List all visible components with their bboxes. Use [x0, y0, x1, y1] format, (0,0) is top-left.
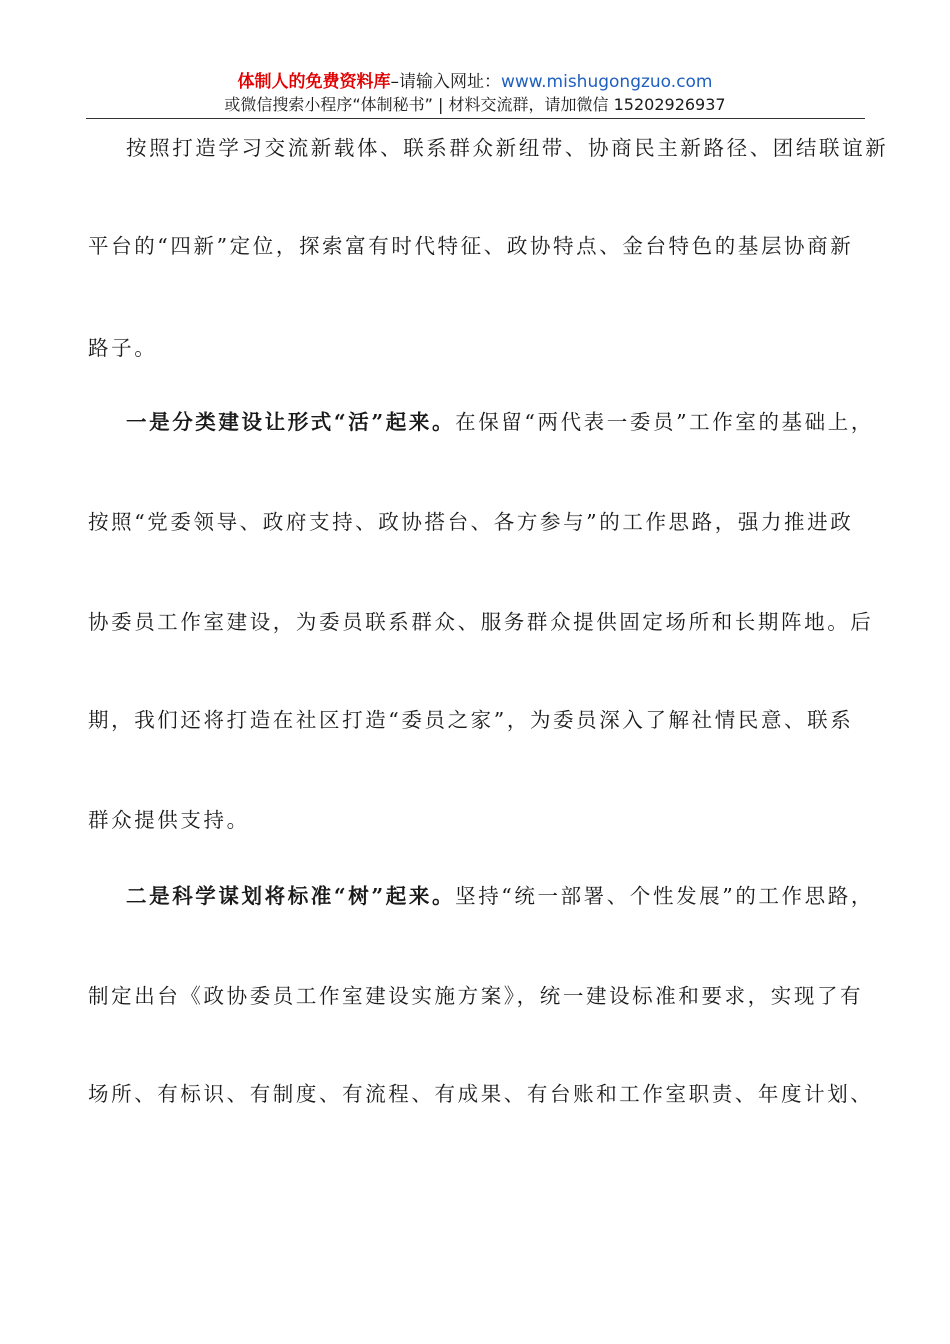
paragraph-3-line-1-text: 坚持“统一部署、个性发展”的工作思路，: [455, 884, 874, 908]
paragraph-2-heading: 一是分类建设让形式“活”起来。: [126, 410, 456, 434]
header-line-2: 或微信搜索小程序“体制秘书” | 材料交流群，请加微信 15202926937: [224, 95, 726, 114]
paragraph-2-line-1: [126, 408, 874, 436]
paragraph-1-line-2: 平台的“四新”定位，探索富有时代特征、政协特点、金台特色的基层协商新: [88, 234, 854, 258]
header-brand: 体制人的免费资料库: [237, 72, 391, 92]
paragraph-3-line-2: 制定出台《政协委员工作室建设实施方案》，统一建设标准和要求，实现了有: [88, 984, 864, 1008]
header-divider: [86, 118, 865, 119]
paragraph-1-line-3: 路子。: [88, 336, 158, 360]
paragraph-2-line-4: 期，我们还将打造在社区打造“委员之家”，为委员深入了解社情民意、联系: [88, 708, 854, 732]
paragraph-3-line-1: [126, 882, 874, 910]
paragraph-2-line-2: 按照“党委领导、政府支持、政协搭台、各方参与”的工作思路，强力推进政: [88, 510, 854, 534]
header-line-1: [0, 70, 950, 94]
paragraph-3-heading: 二是科学谋划将标准“树”起来。: [126, 884, 456, 908]
paragraph-2-line-5: 群众提供支持。: [88, 808, 250, 832]
header-url-link[interactable]: www.mishugongzuo.com: [500, 72, 713, 92]
paragraph-3-line-3: 场所、有标识、有制度、有流程、有成果、有台账和工作室职责、年度计划、: [88, 1082, 874, 1106]
paragraph-2-line-3: 协委员工作室建设，为委员联系群众、服务群众提供固定场所和长期阵地。后: [88, 610, 874, 634]
page-header: [0, 70, 950, 116]
header-prompt: –请输入网址：: [390, 72, 501, 92]
paragraph-1-line-1: 按照打造学习交流新载体、联系群众新纽带、协商民主新路径、团结联谊新: [126, 136, 889, 160]
paragraph-2-line-1-text: 在保留“两代表一委员”工作室的基础上，: [455, 410, 874, 434]
